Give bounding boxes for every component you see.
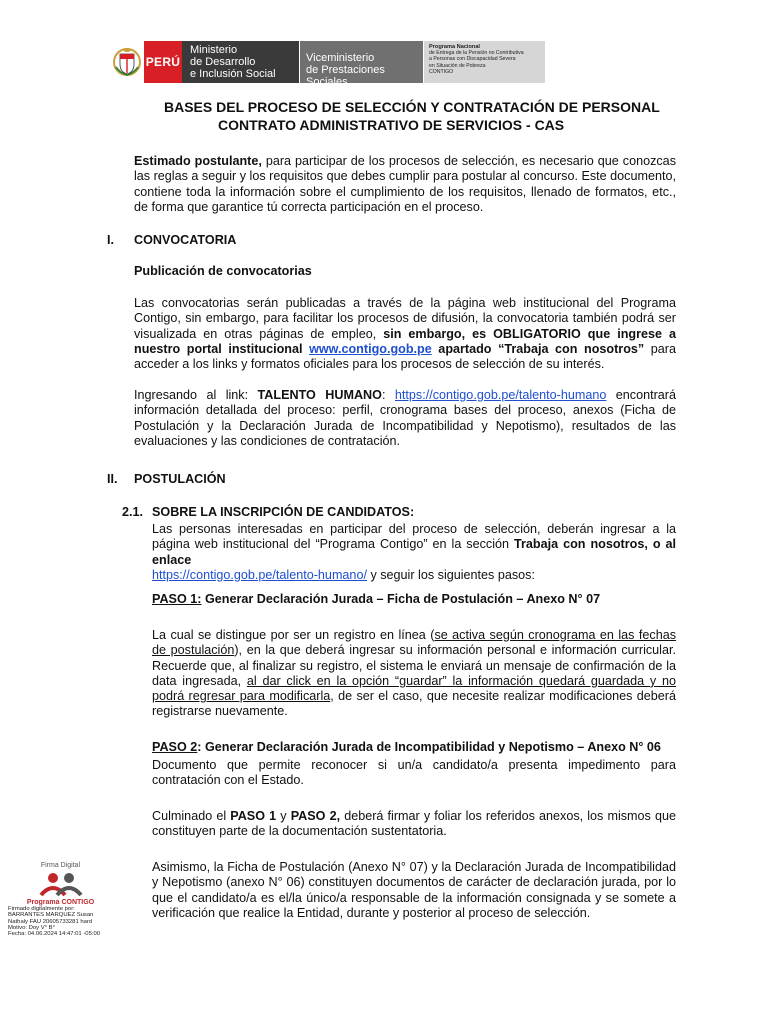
- viceministry-label: Viceministerio de Prestaciones Sociales: [299, 41, 423, 83]
- section1-paragraph2: Ingresando al link: TALENTO HUMANO: https://contigo.gob.pe/talento-humano encontrará información detallada del proceso: perfil, cronograma bases del proceso, anexos (Ficha de Postulación y la Declaración Jurada de Incompatibilidad y Nepotismo), resultados de las evaluaciones y las condiciones de contratación.: [134, 388, 677, 448]
- section1-title: CONVOCATORIA: [134, 233, 237, 247]
- asimismo-paragraph: Asimismo, la Ficha de Postulación (Anexo N° 07) y la Declaración Jurada de Incompatibilidad y Nepotismo (anexo N° 06) constituyen documentos de carácter de declaración jurada, por lo que el candidato/a es el/la único/a responsable de la información consignada y se somete a verificación que realice la Entidad, durante y posterior al proceso de selección.: [152, 860, 676, 920]
- signature-label: Firma Digital: [40, 862, 81, 869]
- section2-number: II.: [107, 472, 118, 486]
- paso2-paragraph: Documento que permite reconocer si un/a candidato/a presenta impedimento para contratación con el Estado.: [152, 758, 676, 788]
- paso1-paragraph: La cual se distingue por ser un registro en línea (se activa según cronograma en las fechas de postulación), en la que deberá ingresar su información personal e información curricular. Recuerde que, al finalizar su registro, el sistema le enviará un mensaje de confirmación de la data ingresada, al dar click en la opción “guardar” la información quedará guardada y no podrá regresar para modificarla, de ser el caso, que necesite realizar modificaciones deberá registrarse nuevamente.: [152, 628, 676, 719]
- section2-title: POSTULACIÓN: [134, 472, 226, 486]
- document-title-line2: CONTRATO ADMINISTRATIVO DE SERVICIOS - CAS: [218, 117, 565, 133]
- section1-number: I.: [107, 233, 114, 247]
- digital-signature: [8, 862, 113, 937]
- paso2-heading: PASO 2: Generar Declaración Jurada de Incompatibilidad y Nepotismo – Anexo N° 06: [152, 740, 661, 754]
- section1-subtitle: Publicación de convocatorias: [134, 264, 312, 278]
- header-banner: [110, 41, 545, 88]
- document-title-line1: BASES DEL PROCESO DE SELECCIÓN Y CONTRATACIÓN DE PERSONAL: [164, 99, 660, 115]
- ministry-label: Ministerio de Desarrollo e Inclusión Social: [182, 41, 299, 83]
- section2-sub-number: 2.1.: [122, 505, 144, 519]
- paso1-heading: PASO 1: Generar Declaración Jurada – Ficha de Postulación – Anexo N° 07: [152, 592, 601, 606]
- signature-line-3: Nathaly FAU 20605733281 hard: [8, 918, 93, 925]
- signature-program: Programa CONTIGO: [26, 899, 95, 906]
- contigo-website-link[interactable]: www.contigo.gob.pe: [309, 341, 432, 356]
- signature-line-5: Fecha: 04.06.2024 14:47:01 -05:00: [8, 931, 101, 938]
- talento-humano-link[interactable]: https://contigo.gob.pe/talento-humano: [394, 388, 607, 402]
- section2-paragraph1: Las personas interesadas en participar del proceso de selección, deberán ingresar a la página web institucional del “Programa Contigo” en la sección Trabaja con nosotros, o al enlace https://contigo.gob.pe/talento-humano/ y seguir los siguientes pasos:: [152, 522, 676, 582]
- signature-line-4: Motivo: Doy V° B°: [8, 924, 55, 931]
- section1-paragraph1: Las convocatorias serán publicadas a través de la página web institucional del Programa Contigo, sin embargo, para facilitar los procesos de difusión, la convocatoria también podrá ser visualizada en otras páginas de empleo, sin embargo, es OBLIGATORIO que ingrese a nuestro portal institucional www.contigo.gob.pe apartado “Trabaja con nosotros” para acceder a los links y formatos oficiales para los procesos de selección de su interés.: [134, 296, 676, 372]
- section2-sub-title: SOBRE LA INSCRIPCIÓN DE CANDIDATOS:: [152, 505, 415, 519]
- intro-paragraph: Estimado postulante, para participar de los procesos de selección, es necesario que conozcas las reglas a seguir y los requisitos que debes cumplir para postular al concurso. Este documento, contiene toda la información sobre el cumplimiento de los requisitos, llenado de formatos, etc., de forma que garantice tú correcta participación en el proceso.: [134, 154, 676, 214]
- signature-line-2: BARRANTES MARQUEZ Susan: [8, 912, 94, 919]
- talento-humano-link-2[interactable]: https://contigo.gob.pe/talento-humano/: [152, 567, 367, 582]
- program-label: Programa Nacional de Entrega de la Pensión no Contributiva a Personas con Discapacidad Severa en Situación de Pobreza CONTIGO: [423, 41, 545, 83]
- culminado-paragraph: Culminado el PASO 1 y PASO 2, deberá firmar y foliar los referidos anexos, los mismos que constituyen parte de la documentación sustentatoria.: [152, 809, 676, 839]
- signature-logo-icon: [8, 869, 113, 899]
- peru-label: PERÚ: [144, 41, 182, 83]
- peru-coat-of-arms-icon: [110, 41, 144, 83]
- signature-line-1: Firmado digitalmente por:: [8, 906, 75, 912]
